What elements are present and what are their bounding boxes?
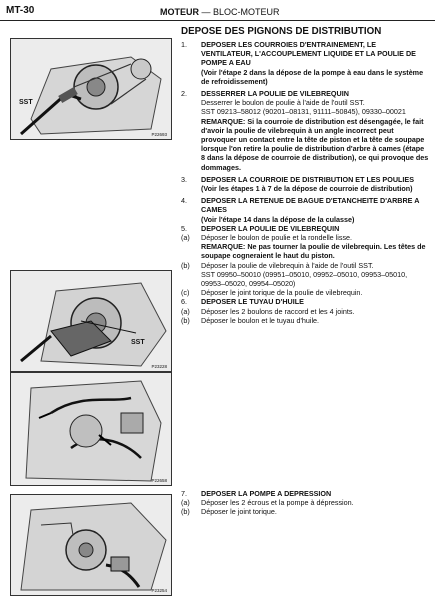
step-5a-number: (a) xyxy=(181,233,190,243)
step-2-remark xyxy=(201,117,429,172)
step-7b xyxy=(181,507,429,516)
step-7a-number: (a) xyxy=(181,498,190,508)
step-1-number: 1. xyxy=(181,40,187,49)
figure-4-code: P23254 xyxy=(151,588,167,593)
figure-vacuum-pump xyxy=(10,494,172,596)
step-2-remark-text: Si la courroie de distribution est désengagée, le fait d'avoir la poulie de vilebrequin à un angle incorrect peut provoquer un contact entre la tête de piston et la tête de soupape lorsque l'on retire la poulie de distribution d'arbre à cames (étape 8 dans la dépose de courroie de distribution), ce qui provoque des dommages. xyxy=(201,116,429,172)
step-4-number: 4. xyxy=(181,196,187,206)
step-5 xyxy=(181,224,429,233)
step-7b-text: Déposer le joint torique. xyxy=(201,507,277,517)
step-2 xyxy=(181,89,429,172)
step-3 xyxy=(181,175,429,193)
step-5a-text: Déposer le boulon de poulie et la rondelle lisse. xyxy=(201,233,353,243)
step-7a-text: Déposer les 2 écrous et la pompe à dépression. xyxy=(201,498,354,508)
step-5a-remark-label: REMARQUE: xyxy=(201,242,246,252)
step-4-title: DEPOSER LA RETENUE DE BAGUE D'ETANCHEITE D'ARBRE A CAMES xyxy=(201,196,420,215)
step-6a-number: (a) xyxy=(181,306,190,316)
step-5c-text: Déposer le joint torique de la poulie de vilebrequin. xyxy=(201,288,363,298)
step-2-body: Desserrer le boulon de poulie à l'aide de l'outil SST. xyxy=(201,98,365,108)
step-2-title: DESSERRER LA POULIE DE VILEBREQUIN xyxy=(201,89,349,99)
page-header-title xyxy=(160,7,280,17)
step-6b-number: (b) xyxy=(181,315,190,325)
step-2-sst: SST 09213–58012 (90201–08131, 91111–50845), 09330–00021 xyxy=(201,107,406,117)
step-4-note: (Voir l'étape 14 dans la dépose de la culasse) xyxy=(201,214,355,224)
step-3-title: DEPOSER LA COURROIE DE DISTRIBUTION ET LES POULIES xyxy=(201,174,414,184)
page-number: MT-30 xyxy=(6,5,35,16)
figure-crankshaft-pulley xyxy=(10,270,172,372)
instructions-column-lower xyxy=(181,489,429,517)
step-7 xyxy=(181,489,429,498)
step-5b-sst: SST 09950–50010 (09951–05010, 09952–05010, 09953–05010, 09953–05020, 09954–05020) xyxy=(201,269,408,289)
step-1-note: (Voir l'étape 2 dans la dépose de la pompe à eau dans le système de refroidissement) xyxy=(201,67,424,86)
step-1 xyxy=(181,40,429,86)
step-7-title: DEPOSER LA POMPE A DEPRESSION xyxy=(201,489,332,498)
figure-oil-pipe xyxy=(10,372,172,486)
figure-crankshaft-pulley-drawing xyxy=(11,271,171,371)
step-6b-text: Déposer le boulon et le tuyau d'huile. xyxy=(201,315,320,325)
step-6 xyxy=(181,297,429,306)
step-6b xyxy=(181,316,429,325)
step-5a xyxy=(181,233,429,261)
step-2-number: 2. xyxy=(181,89,187,99)
figure-belts-pulley xyxy=(10,38,172,140)
step-5-number: 5. xyxy=(181,223,187,233)
figure-1-sst-label: SST xyxy=(19,99,33,106)
figure-belts-pulley-drawing xyxy=(11,39,171,139)
figure-2-code: P23228 xyxy=(151,364,167,369)
step-7a xyxy=(181,498,429,507)
instructions-column xyxy=(181,26,429,325)
step-6-title: DEPOSER LE TUYAU D'HUILE xyxy=(201,297,304,307)
step-5c-number: (c) xyxy=(181,288,190,298)
figure-3-code: P22658 xyxy=(151,478,167,483)
step-6-number: 6. xyxy=(181,297,187,307)
step-6a-text: Déposer les 2 boulons de raccord et les 4 joints. xyxy=(201,306,355,316)
header-rule xyxy=(0,20,435,21)
step-7-number: 7. xyxy=(181,489,187,498)
step-5b xyxy=(181,261,429,289)
step-5b-text: Déposer la poulie de vilebrequin à l'aide de l'outil SST. xyxy=(201,260,374,270)
step-5-title: DEPOSER LA POULIE DE VILEBREQUIN xyxy=(201,223,340,233)
header-title-rest: — BLOC-MOTEUR xyxy=(199,7,280,17)
step-5b-number: (b) xyxy=(181,260,190,270)
step-5a-remark-text: Ne pas tourner la poulie de vilebrequin. Les têtes de soupape cogneraient le haut du piston. xyxy=(201,242,426,261)
step-4 xyxy=(181,196,429,224)
step-3-note: (Voir les étapes 1 à 7 de la dépose de courroie de distribution) xyxy=(201,184,413,194)
header-title-bold: MOTEUR xyxy=(160,7,199,17)
step-5a-remark xyxy=(201,242,429,260)
step-3-number: 3. xyxy=(181,174,187,184)
step-1-title: DEPOSER LES COURROIES D'ENTRAINEMENT, LE VENTILATEUR, L'ACCOUPLEMENT LIQUIDE ET LA POULIE DE POMPE A EAU xyxy=(201,40,416,68)
figure-2-sst-label: SST xyxy=(131,339,145,346)
step-2-remark-label: REMARQUE: xyxy=(201,116,246,126)
step-7b-number: (b) xyxy=(181,507,190,517)
section-title: DEPOSE DES PIGNONS DE DISTRIBUTION xyxy=(181,26,382,37)
figure-oil-pipe-drawing xyxy=(11,373,171,485)
figure-1-code: P22693 xyxy=(151,132,167,137)
step-6a xyxy=(181,307,429,316)
step-5c xyxy=(181,288,429,297)
figure-vacuum-pump-drawing xyxy=(11,495,171,595)
